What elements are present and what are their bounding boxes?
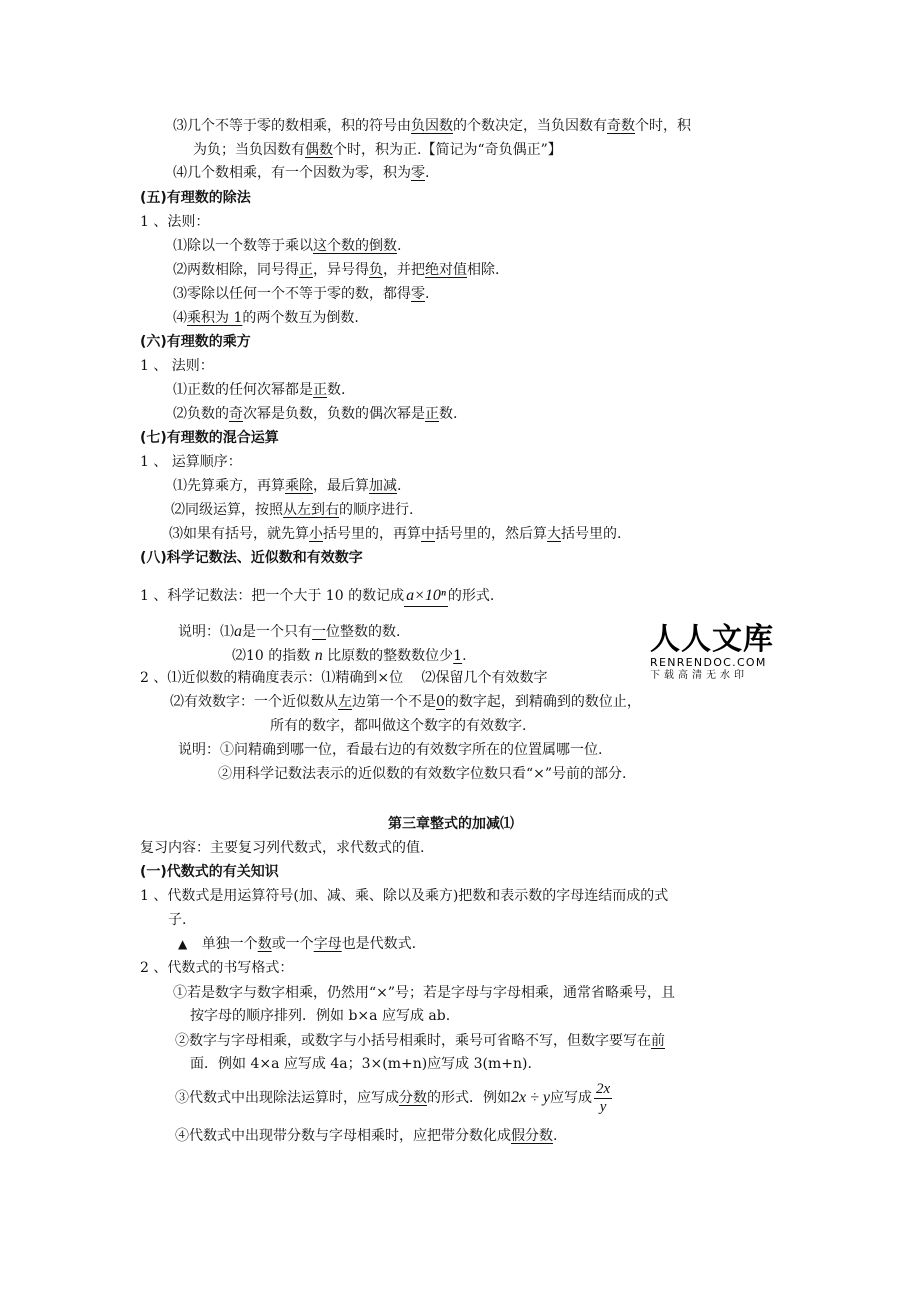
text: ⑶零除以任何一个不等于零的数，都得: [173, 286, 411, 302]
rule-line: [175, 1126, 557, 1146]
review-content: 复习内容：主要复习列代数式，求代数式的值.: [140, 840, 425, 856]
watermark-subtitle: 下载高清无水印: [650, 670, 748, 681]
fraction-denominator: y: [599, 1098, 607, 1115]
rule-line: [173, 380, 345, 400]
text: ，最后算: [313, 478, 369, 494]
rule-line: 2 、代数式的书写格式：: [140, 960, 294, 976]
text: 括号里的，再算: [323, 526, 421, 542]
underlined-term: 正: [425, 406, 439, 422]
rule-line: 按字母的顺序排列．例如 b×a 应写成 ab.: [190, 1008, 451, 1024]
text: ⑵负数的: [173, 406, 229, 422]
text: .: [397, 238, 402, 254]
text: .: [425, 165, 430, 181]
section-heading: (六)有理数的乘方: [140, 334, 251, 350]
subsection-label: 1 、法则：: [140, 214, 210, 230]
rule-line: [140, 586, 494, 607]
text: ，异号得: [313, 262, 369, 278]
text: ⑵保留几个有效数字: [421, 670, 548, 686]
text: 括号里的.: [561, 526, 622, 542]
rule-line: [173, 116, 691, 136]
underlined-term: 一: [312, 624, 326, 640]
underlined-term: 负: [369, 262, 383, 278]
text: ⑴先算乘方，再算: [173, 478, 285, 494]
text: 的两个数互为倒数.: [242, 310, 359, 326]
underlined-term: 乘积为 1: [187, 310, 243, 326]
text: ⑵10 的指数: [232, 648, 311, 664]
text: 也是代数式.: [341, 936, 417, 952]
rule-line: [175, 1078, 612, 1118]
text: ⑵两数相除，同号得: [173, 262, 299, 278]
math-expression: 2x ÷ y: [511, 1089, 550, 1106]
text: 个时，积: [635, 118, 691, 134]
rule-line: 说明：①问精确到哪一位，看最右边的有效数字所在的位置属哪一位.: [178, 742, 603, 758]
underlined-term: 分数: [399, 1090, 427, 1106]
text: 相除.: [467, 262, 500, 278]
text: 2 、⑴近似数的精确度表示：⑴精确到×位: [140, 670, 404, 686]
fraction: [594, 1081, 612, 1116]
text: ②数字与字母相乘，或数字与小括号相乘时，乘号可省略不写，但数字要写在: [175, 1033, 651, 1049]
rule-line: [170, 692, 641, 712]
underlined-term: 小: [309, 526, 323, 542]
text: 边第一个不是: [352, 694, 436, 710]
text: ⑵同级运算，按照: [171, 502, 283, 518]
text: .: [462, 648, 467, 664]
underlined-term: 从左到右: [283, 502, 339, 518]
watermark-logo: [650, 624, 775, 682]
text: ⑷: [173, 310, 187, 326]
rule-line: [175, 1031, 665, 1051]
math-variable: n: [314, 647, 323, 664]
underlined-term: 加减: [369, 478, 397, 494]
rule-line: [232, 646, 467, 666]
rule-line: [173, 404, 457, 424]
text: 1 、科学记数法：把一个大于 10 的数记成: [140, 588, 405, 604]
math-expression: a×10ⁿ: [404, 586, 448, 607]
text: ⑷几个数相乘，有一个因数为零，积为: [173, 165, 411, 181]
text: 为负；当负因数有: [193, 142, 305, 158]
text: 的形式.: [447, 588, 495, 604]
rule-line: ②用科学记数法表示的近似数的有效数字位数只看“×”号前的部分.: [218, 766, 627, 782]
text: ⑶如果有括号，就先算: [169, 526, 309, 542]
underlined-term: 奇数: [607, 118, 635, 134]
watermark-url: RENRENDOC.COM: [650, 656, 767, 669]
rule-line: [178, 622, 400, 642]
section-heading: (五)有理数的除法: [140, 190, 251, 206]
text: ⑴正数的任何次幂都是: [173, 382, 313, 398]
underlined-term: 零: [411, 165, 425, 181]
rule-line: ①若是数字与数字相乘，仍然用“×”号；若是字母与字母相乘，通常省略乘号，且: [173, 985, 676, 1001]
text: 的形式．例如: [427, 1090, 511, 1106]
underlined-term: 字母: [313, 936, 342, 952]
rule-line: [140, 668, 548, 688]
rule-line: [173, 476, 401, 496]
text: 括号里的，然后算: [435, 526, 547, 542]
text: 数.: [327, 382, 346, 398]
text: ④代数式中出现带分数与字母相乘时，应把带分数化成: [175, 1128, 511, 1144]
text: ⑵有效数字：一个近似数从: [170, 694, 338, 710]
rule-line: [171, 500, 413, 520]
section-heading: (八)科学记数法、近似数和有效数字: [140, 550, 363, 566]
text: .: [553, 1128, 558, 1144]
underlined-term: 这个数的倒数: [313, 238, 397, 254]
rule-line: [173, 260, 499, 280]
text: 是一个只有: [242, 624, 312, 640]
underlined-term: 假分数: [511, 1128, 553, 1144]
text: .: [397, 478, 402, 494]
text: 次幂是负数，负数的偶次幂是: [243, 406, 425, 422]
chapter-title: 第三章整式的加减⑴: [388, 816, 514, 832]
text: 单独一个: [201, 936, 258, 952]
text: ，并把: [383, 262, 425, 278]
text: 个时，积为正.【简记为“奇负偶正”】: [333, 142, 562, 158]
underlined-term: 前: [651, 1033, 665, 1049]
rule-line: [169, 524, 621, 544]
rule-line: [193, 140, 562, 160]
text: ③代数式中出现除法运算时，应写成: [175, 1090, 399, 1106]
watermark-title: 人人文库: [650, 622, 774, 657]
fraction-numerator: 2x: [595, 1080, 611, 1097]
text: 数.: [439, 406, 458, 422]
text: 应写成: [549, 1090, 592, 1106]
text: 位整数的数.: [326, 624, 401, 640]
underlined-term: 负因数: [411, 118, 453, 134]
text: 或一个: [271, 936, 314, 952]
text: ⑴除以一个数等于乘以: [173, 238, 313, 254]
rule-line: [173, 163, 429, 183]
section-heading: (七)有理数的混合运算: [140, 430, 279, 446]
text: ⑶几个不等于零的数相乘，积的符号由: [173, 118, 411, 134]
underlined-term: 奇: [229, 406, 243, 422]
text: 的顺序进行.: [339, 502, 414, 518]
underlined-term: 大: [547, 526, 561, 542]
underlined-term: 左: [338, 694, 352, 710]
rule-line: [173, 308, 359, 328]
math-variable: a: [234, 623, 242, 640]
subsection-label: 1 、 法则：: [140, 358, 214, 374]
subsection-label: 1 、 运算顺序：: [140, 454, 242, 470]
text: .: [425, 286, 430, 302]
underlined-term: 零: [411, 286, 425, 302]
text: 的数字起，到精确到的数位止，: [444, 694, 641, 710]
underlined-term: 1: [453, 648, 463, 664]
underlined-term: 乘除: [285, 478, 313, 494]
text: 的个数决定，当负因数有: [453, 118, 607, 134]
rule-line: 1 、代数式是用运算符号(加、减、乘、除以及乘方)把数和表示数的字母连结而成的式: [140, 888, 669, 904]
rule-line: 子.: [168, 912, 187, 928]
rule-line: 面．例如 4×a 应写成 4a；3×(m+n)应写成 3(m+n).: [190, 1056, 532, 1072]
text: 说明：⑴: [178, 624, 234, 640]
underlined-term: 0: [436, 694, 445, 710]
rule-line: 所有的数字，都叫做这个数字的有效数字.: [270, 718, 527, 734]
rule-line: [173, 284, 429, 304]
underlined-term: 数: [257, 936, 272, 952]
underlined-term: 绝对值: [425, 262, 467, 278]
underlined-term: 中: [421, 526, 435, 542]
underlined-term: 正: [299, 262, 313, 278]
triangle-bullet-icon: ▲: [178, 937, 188, 951]
rule-line: [178, 934, 416, 954]
text: 比原数的整数数位少: [327, 648, 454, 664]
underlined-term: 正: [313, 382, 327, 398]
section-heading: (一)代数式的有关知识: [140, 864, 279, 880]
rule-line: [173, 236, 401, 256]
underlined-term: 偶数: [305, 142, 333, 158]
